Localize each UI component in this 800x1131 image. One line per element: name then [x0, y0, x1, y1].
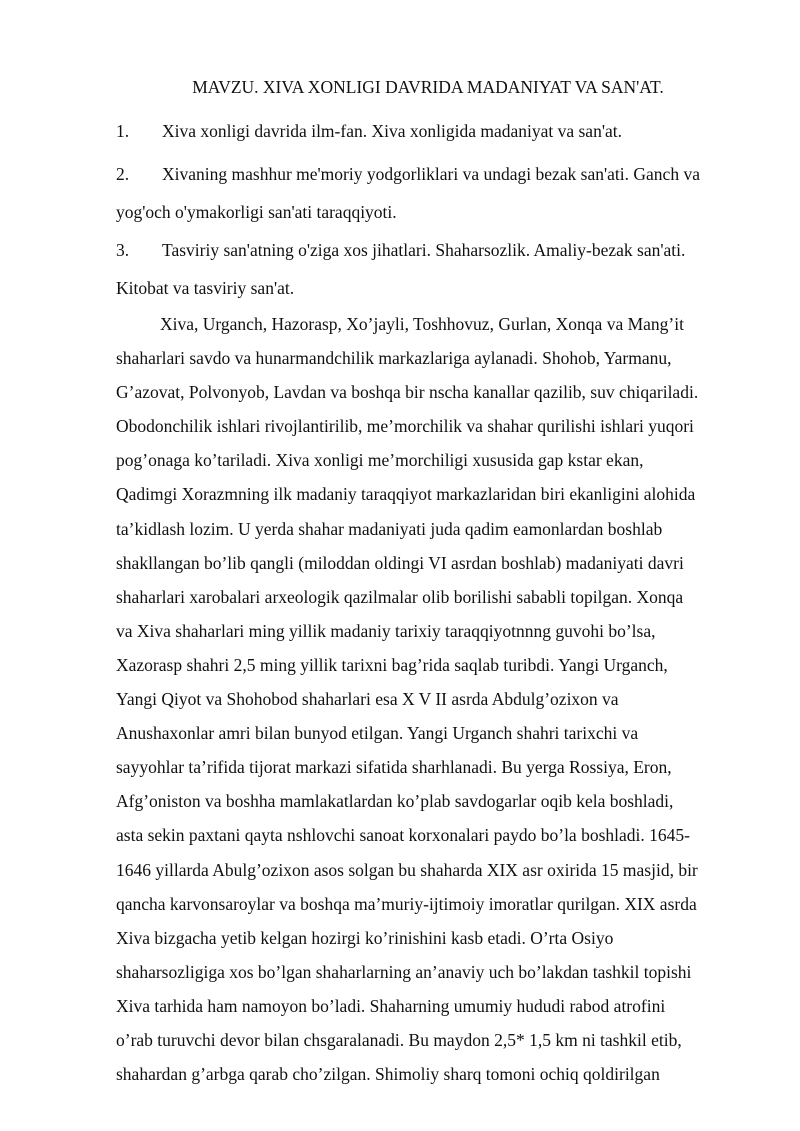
body-line: qancha karvonsaroylar va boshqa ma’muriy-ijtimoiy imoratlar qurilgan. XIX asrda — [116, 893, 697, 914]
list-item-1 — [116, 112, 746, 150]
body-line: shakllangan bo’lib qangli (miloddan oldingi VI asrdan boshlab) madaniyati davri — [116, 552, 684, 573]
document-title: MAVZU. XIVA XONLIGI DAVRIDA MADANIYAT VA SAN'AT. — [192, 77, 664, 97]
list-item-text: Xivaning mashhur me'moriy yodgorliklari va undagi bezak san'ati. Ganch va — [162, 164, 700, 184]
body-line: 1646 yillarda Abulg’ozixon asos solgan bu shaharda XIX asr oxirida 15 masjid, bir — [116, 859, 698, 880]
list-number: 1. — [116, 121, 130, 141]
list-item-2 — [116, 155, 746, 231]
body-line: sayyohlar ta’rifida tijorat markazi sifatida sharhlanadi. Bu yerga Rossiya, Eron, — [116, 757, 672, 778]
list-item-text: Tasviriy san'atning o'ziga xos jihatlari. Shaharsozlik. Amaliy-bezak san'ati. — [162, 240, 686, 260]
body-line: G’azovat, Polvonyob, Lavdan va boshqa bir nscha kanallar qazilib, suv chiqariladi. — [116, 382, 699, 403]
body-line: Yangi Qiyot va Shohobod shaharlari esa X V II asrda Abdulg’ozixon va — [116, 689, 619, 710]
body-line: o’rab turuvchi devor bilan chsgaralanadi. Bu maydon 2,5* 1,5 km ni tashkil etib, — [116, 1029, 682, 1050]
body-line: va Xiva shaharlari ming yillik madaniy tarixiy taraqqiyotnnng guvohi bo’lsa, — [116, 620, 656, 641]
body-line: Qadimgi Xorazmning ilk madaniy taraqqiyot markazlaridan biri ekanligini alohida — [116, 484, 696, 505]
body-line: Xiva, Urganch, Hazorasp, Xo’jayli, Toshhovuz, Gurlan, Xonqa va Mang’it — [160, 314, 684, 334]
body-line: Xiva tarhida ham namoyon bo’ladi. Shaharning umumiy hududi rabod atrofini — [116, 995, 666, 1016]
list-item-text-continuation: yog'och o'ymakorligi san'ati taraqqiyoti. — [116, 202, 397, 222]
body-line: pog’onaga ko’tariladi. Xiva xonligi me’morchiligi xususida gap kstar ekan, — [116, 450, 644, 471]
body-line: Afg’oniston va boshha mamlakatlardan ko’plab savdogarlar oqib kela boshladi, — [116, 791, 674, 812]
list-item-3 — [116, 231, 746, 307]
body-line: shaharsozligiga xos bo’lgan shaharlarning an’anaviy uch bo’lakdan tashkil topishi — [116, 961, 692, 982]
list-number: 3. — [116, 240, 130, 260]
list-item-text-continuation: Kitobat va tasviriy san'at. — [116, 278, 295, 298]
list-item-text: Xiva xonligi davrida ilm-fan. Xiva xonligida madaniyat va san'at. — [162, 121, 622, 141]
body-line: shaharlari xarobalari arxeologik qazilmalar olib borilishi sababli topilgan. Xonqa — [116, 586, 684, 607]
body-paragraph — [116, 307, 746, 1091]
body-line: shaharlari savdo va hunarmandchilik markazlariga aylanadi. Shohob, Yarmanu, — [116, 348, 672, 369]
body-line: Obodonchilik ishlari rivojlantirilib, me’morchilik va shahar qurilishi ishlari yuqori — [116, 416, 694, 437]
list-number: 2. — [116, 164, 130, 184]
body-line: Xazorasp shahri 2,5 ming yillik tarixni bag’rida saqlab turibdi. Yangi Urganch, — [116, 654, 668, 675]
body-line: shahardan g’arbga qarab cho’zilgan. Shimoliy sharq tomoni ochiq qoldirilgan — [116, 1064, 660, 1085]
body-line: Xiva bizgacha yetib kelgan hozirgi ko’rinishini kasb etadi. O’rta Osiyo — [116, 927, 614, 948]
body-line: asta sekin paxtani qayta nshlovchi sanoat korxonalari paydo bo’la boshladi. 1645- — [116, 825, 690, 846]
body-line: Anushaxonlar amri bilan bunyod etilgan. Yangi Urganch shahri tarixchi va — [116, 723, 639, 744]
body-line: ta’kidlash lozim. U yerda shahar madaniyati juda qadim eamonlardan boshlab — [116, 518, 663, 539]
